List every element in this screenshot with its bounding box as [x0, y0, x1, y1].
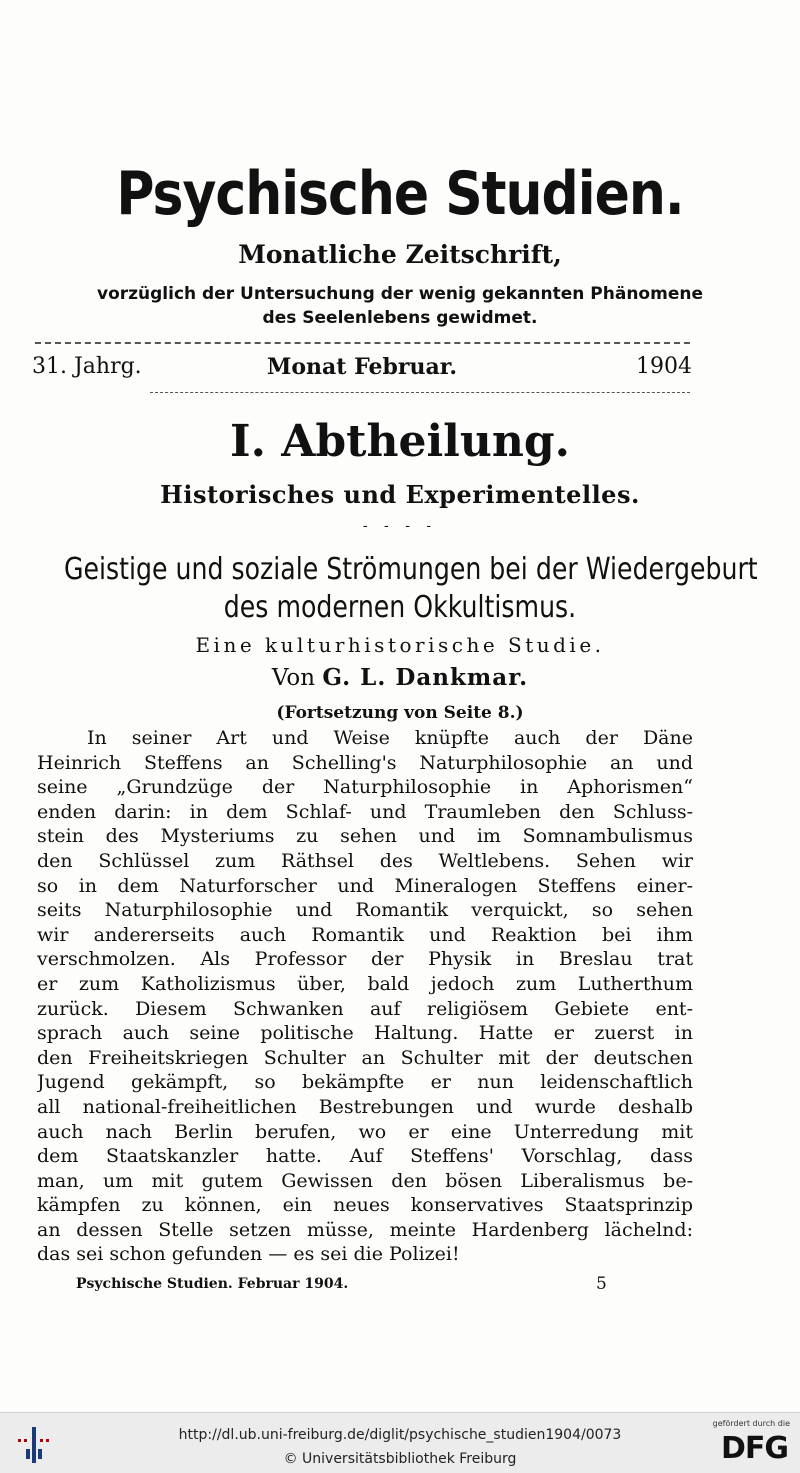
body-line: all national-freiheitlichen Bestrebungen und wurde deshalb	[37, 1095, 693, 1118]
section-separator: - - - -	[362, 518, 438, 534]
journal-title: Psychische Studien.	[116, 160, 684, 229]
journal-tagline-line2: des Seelenlebens gewidmet.	[262, 308, 538, 328]
body-line: wir andererseits auch Romantik und Reaktion bei ihm	[37, 923, 693, 946]
journal-tagline-line1: vorzüglich der Untersuchung der wenig gekannten Phänomene	[96, 284, 703, 304]
issue-line	[32, 354, 692, 384]
dfg-logo[interactable]: DFG	[720, 1431, 788, 1466]
article-title-line2: des modernen Okkultismus.	[223, 590, 577, 625]
body-line: verschmolzen. Als Professor der Physik in Breslau trat	[37, 948, 693, 971]
body-line: sprach auch seine politische Haltung. Hatte er zuerst in	[37, 1022, 693, 1045]
body-line: man, um mit gutem Gewissen den bösen Liberalismus be-	[37, 1169, 693, 1192]
body-line: kämpfen zu können, ein neues konservatives Staatsprinzip	[37, 1194, 693, 1217]
rule-top	[35, 342, 690, 344]
rule-bottom	[150, 392, 690, 393]
article-title-line1: Geistige und soziale Strömungen bei der Wiedergeburt	[64, 552, 758, 587]
volume-label: 31. Jahrg.	[32, 354, 142, 379]
body-line: In seiner Art und Weise knüpfte auch der Däne	[87, 727, 693, 749]
body-line: dem Staatskanzler hatte. Auf Steffens' Vorschlag, dass	[37, 1145, 693, 1168]
body-line: den Schlüssel zum Räthsel des Weltlebens. Sehen wir	[37, 849, 693, 872]
author-line	[0, 664, 800, 691]
section-title: I. Abtheilung.	[230, 416, 570, 467]
permalink-url[interactable]: http://dl.ub.uni-freiburg.de/diglit/psychische_studien1904/0073	[178, 1427, 622, 1443]
author-prefix: Von	[271, 665, 316, 691]
body-line: auch nach Berlin berufen, wo er eine Unterredung mit	[37, 1120, 693, 1143]
body-line: zurück. Diesem Schwanken auf religiösem Gebiete ent-	[37, 997, 693, 1020]
section-subtitle: Historisches und Experimentelles.	[160, 480, 640, 509]
running-footer: Psychische Studien. Februar 1904.	[76, 1276, 349, 1292]
continuation-note: (Fortsetzung von Seite 8.)	[276, 703, 524, 723]
body-line: enden darin: in dem Schlaf- und Traumleben den Schluss-	[37, 800, 693, 823]
body-line: er zum Katholizismus über, bald jedoch zum Lutherthum	[37, 972, 693, 995]
body-line: Jugend gekämpft, so bekämpfte er nun leidenschaftlich	[37, 1071, 693, 1094]
author-name: G. L. Dankmar.	[322, 664, 529, 691]
body-line: den Freiheitskriegen Schulter an Schulter mit der deutschen	[37, 1046, 693, 1069]
body-line: stein des Mysteriums zu sehen und im Somnambulismus	[37, 825, 693, 848]
article-subtitle: Eine kulturhistorische Studie.	[195, 633, 605, 657]
journal-subtitle: Monatliche Zeitschrift,	[238, 240, 562, 269]
copyright-notice: © Universitätsbibliothek Freiburg	[283, 1451, 517, 1467]
page-number: 5	[596, 1274, 607, 1294]
body-line: das sei schon gefunden — es sei die Polizei!	[37, 1243, 460, 1266]
body-line: an dessen Stelle setzen müsse, meinte Hardenberg lächelnd:	[37, 1218, 693, 1241]
body-line: seits Naturphilosophie und Romantik verquickt, so sehen	[37, 899, 693, 922]
year-label: 1904	[636, 354, 692, 379]
body-line: so in dem Naturforscher und Mineralogen Steffens einer-	[37, 874, 693, 897]
month-label: Monat Februar.	[267, 354, 457, 380]
viewer-footer-bar	[0, 1412, 800, 1473]
body-line: seine „Grundzüge der Naturphilosophie in Aphorismen“	[37, 776, 693, 799]
body-line: Heinrich Steffens an Schelling's Naturphilosophie an und	[37, 751, 693, 774]
sponsor-note: gefördert durch die	[712, 1419, 790, 1428]
article-body	[37, 726, 693, 1267]
